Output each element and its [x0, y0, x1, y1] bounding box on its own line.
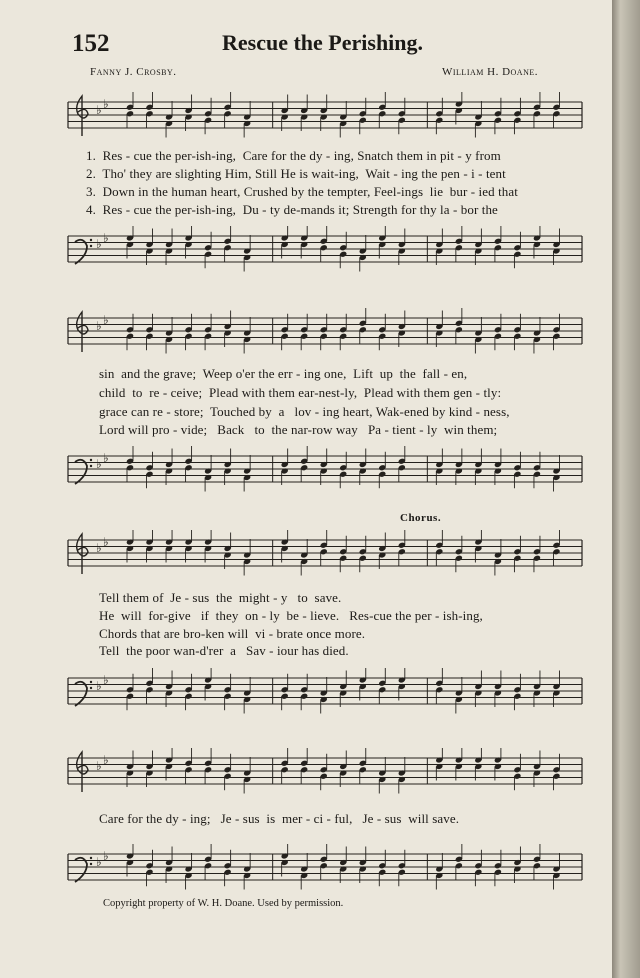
lyric-line: Lord will pro - vide; Back to the nar-row way Pa - tient - ly win them;	[99, 422, 498, 437]
chorus-label: Chorus.	[400, 512, 442, 524]
svg-text:♭: ♭	[103, 313, 109, 327]
svg-text:♭: ♭	[103, 753, 109, 767]
lyric-line: 3. Down in the human heart, Crushed by the tempter, Feel-ings lie bur - ied that	[86, 184, 518, 199]
lyric-line: Tell the poor wan-d'rer a Sav - iour has died.	[99, 643, 349, 658]
bass-staff-2	[66, 446, 586, 496]
bass-staff-3	[66, 668, 586, 720]
composer-credit: William H. Doane.	[442, 66, 538, 78]
lyric-line: 1. Res - cue the per-ish-ing, Care for the dy - ing, Snatch them in pit - y from	[86, 148, 501, 163]
author-credit: Fanny J. Crosby.	[90, 66, 177, 78]
svg-text:♭: ♭	[103, 849, 109, 863]
treble-staff-1	[66, 92, 586, 142]
svg-text:♭: ♭	[103, 97, 109, 111]
svg-text:♭: ♭	[96, 237, 102, 251]
bass-staff-4	[66, 844, 586, 894]
svg-text:♭: ♭	[96, 759, 102, 773]
svg-text:♭: ♭	[96, 541, 102, 555]
book-spine-edge	[612, 0, 640, 978]
copyright-notice: Copyright property of W. H. Doane. Used by permission.	[103, 898, 344, 909]
treble-staff-4	[66, 748, 586, 798]
svg-text:♭: ♭	[103, 535, 109, 549]
lyric-line: Care for the dy - ing; Je - sus is mer - ci - ful, Je - sus will save.	[99, 811, 460, 826]
lyric-line: Tell them of Je - sus the might - y to save.	[99, 590, 342, 605]
treble-staff-2	[66, 308, 586, 358]
svg-text:♭: ♭	[103, 231, 109, 245]
svg-text:♭: ♭	[96, 103, 102, 117]
svg-text:♭: ♭	[103, 451, 109, 465]
lyric-line: grace can re - store; Touched by a lov - ing heart, Wak-ened by kind - ness,	[99, 404, 510, 419]
svg-text:♭: ♭	[96, 457, 102, 471]
lyric-line: 4. Res - cue the per-ish-ing, Du - ty de-mands it; Strength for thy la - bor the	[86, 202, 498, 217]
bass-staff-1	[66, 226, 586, 276]
treble-staff-3	[66, 530, 586, 582]
lyric-line: child to re - ceive; Plead with them ear-nest-ly, Plead with them gen - tly:	[99, 385, 502, 400]
lyric-line: He will for-give if they on - ly be - lieve. Res-cue the per - ish-ing,	[99, 608, 483, 623]
svg-text:♭: ♭	[96, 679, 102, 693]
svg-text:♭: ♭	[96, 855, 102, 869]
lyric-line: sin and the grave; Weep o'er the err - ing one, Lift up the fall - en,	[99, 366, 468, 381]
lyric-line: Chords that are bro-ken will vi - brate once more.	[99, 626, 366, 641]
lyric-line: 2. Tho' they are slighting Him, Still He is wait-ing, Wait - ing the pen - i - tent	[86, 166, 506, 181]
svg-text:♭: ♭	[96, 319, 102, 333]
hymn-title: Rescue the Perishing.	[222, 30, 424, 55]
svg-text:♭: ♭	[103, 673, 109, 687]
hymn-number: 152	[72, 30, 110, 57]
